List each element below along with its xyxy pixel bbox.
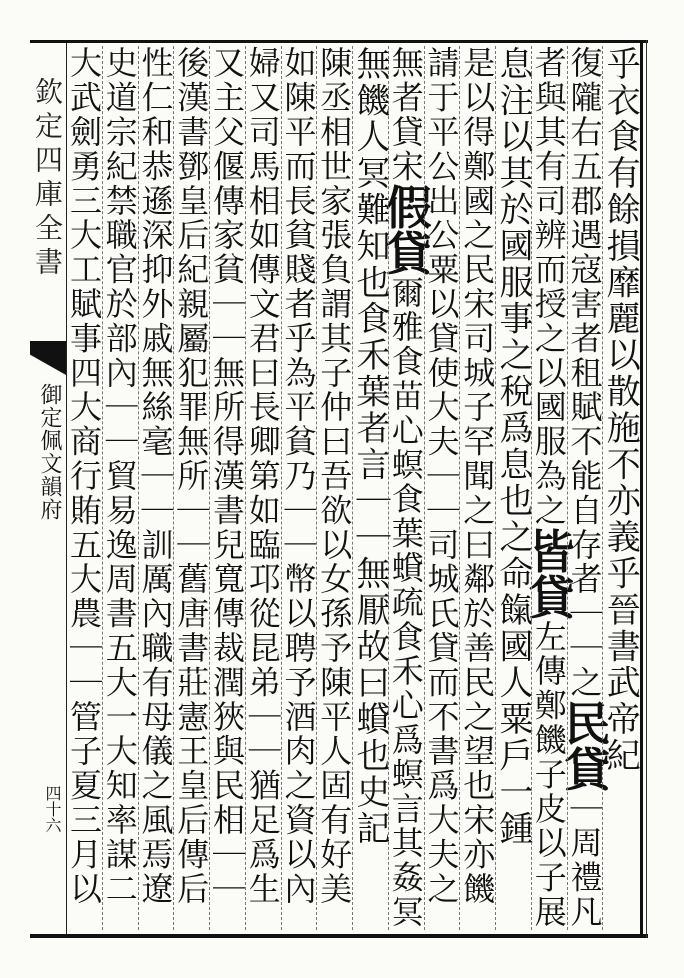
text-segment: 息注以其於國服事之稅爲息也 [493, 46, 533, 520]
frame-top-line [30, 40, 648, 43]
column-divider [388, 46, 390, 930]
column-divider [281, 46, 283, 930]
text-segment: 復隴右五郡遇寇害者租賦不能自存者｜｜之 [565, 46, 604, 700]
text-segment: 如陳平而長貧賤者乎為平貧乃｜｜幣以聘予酒肉之資以內 [279, 46, 318, 906]
text-segment: 史道宗紀禁職官於部內｜｜貿易逸周書五大一大知率謀二 [100, 46, 139, 906]
main-text-block [65, 46, 641, 930]
column-divider [209, 46, 211, 930]
entry-heading: 民貸 [557, 699, 612, 792]
column-divider [531, 46, 533, 930]
book-title: 御定佩文韻府 [37, 383, 62, 521]
text-segment: 陳丞相世家張負謂其子仲曰吾欲以女孫予陳平人固有好美 [315, 46, 354, 906]
column-divider [102, 46, 104, 930]
text-column-16 [62, 46, 106, 930]
text-segment: 冥難知也食禾葉者言｜｜無厭故曰蟘也史記 [350, 155, 390, 847]
text-segment: 是以得鄭國之民宋司城子罕聞之曰鄰於善民之望也宋亦饑 [458, 46, 497, 906]
text-segment: 性仁和恭遜深抑外戚無絲毫｜｜訓厲內職有母儀之風焉遼 [136, 46, 175, 906]
text-segment: 爾雅食苗心螟食葉蟘疏食禾心爲螟言其姦冥 [386, 275, 425, 930]
frame-right-inner-line [646, 40, 647, 938]
text-segment: 又主父偃傳家貧｜｜無所得漢書兒寬傳裁潤狹與民相｜｜ [208, 46, 246, 906]
column-divider [602, 46, 604, 930]
column-divider [138, 46, 140, 930]
text-segment: 乎衣食有餘損靡麗以散施不亦義乎晉書武帝紀 [600, 46, 641, 774]
column-divider [352, 46, 354, 930]
entry-heading: 假貸 [378, 183, 433, 276]
column-divider [495, 46, 497, 930]
text-segment: 後漢書鄧皇后紀親屬犯罪無所｜｜舊唐書莊憲王皇后傳后 [172, 46, 211, 906]
text-segment: 左傳鄭饑子皮以子展 [529, 619, 568, 930]
text-segment: 大武劍勇三大工賦事四大商行賄五大農｜｜管子夏三月以 [65, 46, 103, 906]
entry-heading: 皆貸 [521, 527, 576, 620]
text-segment: 婦又司馬相如傳文君曰長卿第如臨邛從昆弟｜｜猶足爲生 [243, 46, 282, 906]
page-number: 四十六 [43, 785, 62, 833]
column-divider [316, 46, 318, 930]
text-segment: 之命餼國人粟戶一鍾 [493, 519, 533, 847]
text-segment: 者與其有司辨而授之以國服為之 [529, 46, 568, 528]
text-segment: 無饑人 [350, 46, 390, 156]
text-segment: 請于平公出公粟以貸使大夫｜｜司城氏貸而不書爲大夫之 [422, 46, 461, 906]
text-segment: 無者貸宋 [386, 46, 425, 184]
running-title: 欽定四庫全書 [31, 77, 64, 281]
column-divider [173, 46, 175, 930]
column-divider [567, 46, 569, 930]
fish-tail-mark-icon [30, 341, 66, 375]
column-divider [459, 46, 461, 930]
column-divider [424, 46, 426, 930]
column-divider [245, 46, 247, 930]
text-segment: ｜周禮凡 [565, 791, 604, 930]
frame-bottom-line [30, 934, 648, 938]
